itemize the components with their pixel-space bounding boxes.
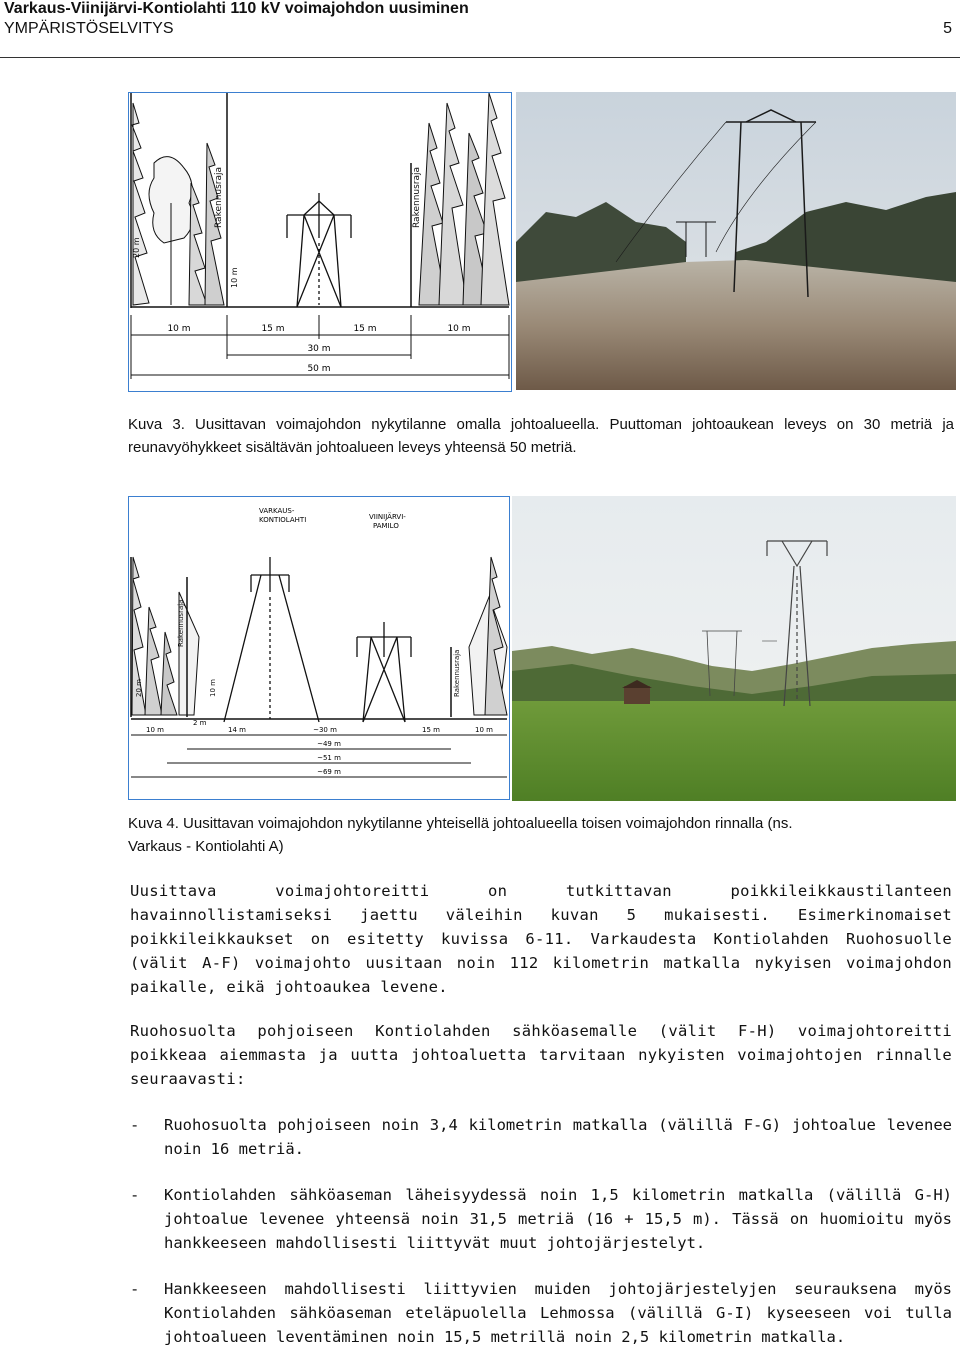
paragraph-1: Uusittava voimajohtoreitti on tutkittavan poikkileikkaustilanteen havainnollistamiseksi jaettu väleihin kuvan 5 mukaisesti. Esimerkinomaiset poikkileikkaukset on esitetty kuvissa 6-11. Varkaudesta Kontiolahden Ruohosuolle (välit A-F) voimajohto uusitaan noin 112 kilometrin matkalla nykyisen voimajohdon paikalle, eikä johtoaukea levene. (130, 882, 952, 996)
bullet-marker: - (130, 1116, 140, 1134)
figure3-caption: Kuva 3. Uusittavan voimajohdon nykytilanne omalla johtoalueella. Puuttoman johtoaukean leveys on 30 metriä ja reunavyöhykkeet sisältävän johtoalueen leveys yhteensä 50 metriä. (128, 416, 954, 456)
left-building-limit-label: Rakennusraja (177, 599, 185, 647)
right-building-limit-label: Rakennusraja (453, 649, 461, 697)
right-small-tower (357, 622, 411, 722)
dim-label-3: ~30 m (313, 726, 337, 734)
right-forest (419, 93, 509, 305)
figure3-photo-svg (516, 92, 956, 390)
figure3-photo (516, 92, 956, 390)
bullet-marker: - (130, 1280, 140, 1298)
dim-label-3: 15 m (353, 324, 377, 334)
dim-label-5: 10 m (475, 726, 493, 734)
dim-label-30m: 30 m (307, 344, 331, 354)
dim-label-1: 10 m (146, 726, 164, 734)
figure3-drawing-svg (129, 93, 511, 391)
dim-label-51m: ~51 m (317, 754, 341, 762)
left-tall-tower (224, 557, 319, 722)
height-10m-label: 10 m (230, 267, 239, 288)
figure4-drawing-svg (129, 497, 509, 799)
figure4-photo (512, 496, 956, 801)
line-left-label-2: KONTIOLAHTI (259, 516, 307, 524)
line-right-label-2: PAMILO (373, 522, 399, 530)
bullet-text-1: Ruohosuolta pohjoiseen noin 3,4 kilometrin matkalla (välillä F-G) johtoalue levenee noin 16 metriä. (164, 1116, 952, 1158)
dim-2m-label: 2 m (193, 719, 207, 727)
line-left-label-1: VARKAUS- (259, 507, 295, 515)
bullet-text-3: Hankkeeseen mahdollisesti liittyvien muiden johtojärjestelyjen seurauksena myös Kontiolahden sähköaseman eteläpuolella Lehmossa (välillä G-I) kyseeseen voi tulla johtoalueen leventäminen noin 15,5 metrillä noin 2,5 kilometrin matkalla. (164, 1280, 952, 1346)
height-20m-label: 20 m (132, 237, 141, 258)
dim-label-69m: ~69 m (317, 768, 341, 776)
page-number: 5 (943, 20, 952, 37)
bullet-item-1 (130, 1113, 952, 1161)
document-title: Varkaus-Viinijärvi-Kontiolahti 110 kV voimajohdon uusiminen (4, 0, 469, 17)
paragraph-2: Ruohosuolta pohjoiseen Kontiolahden sähköasemalle (välit F-H) voimajohtoreitti poikkeaa aiemmasta ja uutta johtoaluetta tarvitaan nykyisten voimajohtojen rinnalle seuraavasti: (130, 1022, 952, 1088)
figure4-caption-line-2: Varkaus - Kontiolahti A) (128, 838, 284, 855)
header-rule (0, 57, 960, 58)
dim-label-1: 10 m (167, 324, 191, 334)
page-header (0, 0, 960, 60)
figure4-caption-line-1: Kuva 4. Uusittavan voimajohdon nykytilanne yhteisellä johtoalueella toisen voimajohdon rinnalla (ns. (128, 815, 793, 832)
power-tower (287, 193, 351, 307)
bullet-marker: - (130, 1186, 140, 1204)
bullet-item-3 (130, 1277, 952, 1369)
right-forest (469, 557, 507, 715)
figure4-photo-svg (512, 496, 956, 801)
dim-label-2: 15 m (261, 324, 285, 334)
height-10m-label: 10 m (209, 679, 217, 697)
dim-label-4: 10 m (447, 324, 471, 334)
line-right-label-1: VIINIJÄRVI- (369, 513, 406, 521)
height-20m-label: 20 m (135, 679, 143, 697)
bullet-item-2 (130, 1183, 952, 1255)
bullet-text-2: Kontiolahden sähköaseman läheisyydessä noin 1,5 kilometrin matkalla (välillä G-H) johtoalue levenee yhteensä noin 31,5 metriä (16 + 15,5 m). Tässä on huomioitu myös hankkeeseen mahdollisesti liittyvät muut johtojärjestelyt. (164, 1186, 952, 1252)
dim-label-4: 15 m (422, 726, 440, 734)
dim-label-2: 14 m (228, 726, 246, 734)
figure3-cross-section-drawing (128, 92, 512, 392)
left-forest (131, 93, 224, 308)
document-subtitle: YMPÄRISTÖSELVITYS (4, 20, 174, 37)
right-building-limit-label: Rakennusraja (412, 166, 422, 228)
dim-label-49m: ~49 m (317, 740, 341, 748)
figure4-cross-section-drawing (128, 496, 510, 800)
left-building-limit-label: Rakennusraja (214, 166, 224, 228)
dim-label-50m: 50 m (307, 364, 331, 374)
